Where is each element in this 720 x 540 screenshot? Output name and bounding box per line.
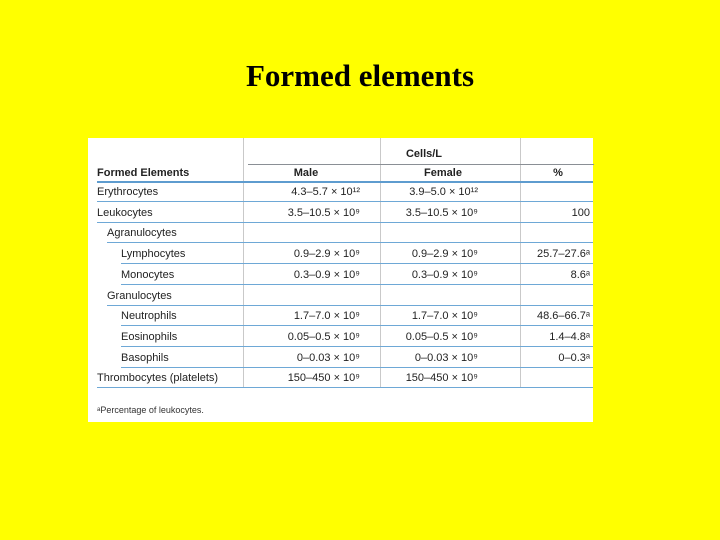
percent-value: 8.6ᵃ [570,268,590,281]
row-label: Agranulocytes [107,227,177,240]
male-value: 0–0.03 × 10⁹ [296,351,360,364]
slide-title: Formed elements [245,58,475,93]
row-label: Basophils [121,351,169,364]
row-rule [97,201,593,202]
header-divider [248,164,594,165]
female-value: 3.5–10.5 × 10⁹ [405,206,478,219]
row-label: Leukocytes [97,206,153,219]
percent-value: 1.4–4.8ᵃ [549,330,590,343]
male-value: 0.3–0.9 × 10⁹ [293,268,360,281]
male-value: 0.05–0.5 × 10⁹ [287,330,360,343]
female-value: 0.3–0.9 × 10⁹ [411,268,478,281]
female-value: 0.9–2.9 × 10⁹ [411,248,478,261]
footnote: ᵃPercentage of leukocytes. [97,405,204,415]
row-label: Granulocytes [107,289,172,302]
col-header-male: Male [293,167,319,179]
row-rule [121,263,593,264]
row-label: Monocytes [121,268,175,281]
row-label: Erythrocytes [97,186,159,198]
row-rule [107,242,593,243]
male-value: 1.7–7.0 × 10⁹ [293,310,360,323]
female-value: 1.7–7.0 × 10⁹ [411,310,478,323]
cells-per-liter-header: Cells/L [405,148,443,160]
percent-value: 100 [571,206,590,219]
male-value: 150–450 × 10⁹ [287,372,360,385]
col-header-percent: % [553,167,563,179]
male-value: 0.9–2.9 × 10⁹ [293,248,360,261]
female-value: 0–0.03 × 10⁹ [414,351,478,364]
formed-elements-table [88,138,593,422]
row-label: Lymphocytes [121,248,186,261]
male-value: 4.3–5.7 × 10¹² [291,186,360,198]
row-rule [121,346,593,347]
row-rule [121,325,593,326]
header-rule [97,181,593,183]
row-rule [121,284,593,285]
row-rule [97,222,593,223]
row-rule [107,305,593,306]
col-header-female: Female [424,167,462,179]
row-label: Neutrophils [121,310,177,323]
col-header-formed-elements: Formed Elements [97,167,190,179]
percent-value: 25.7–27.6ᵃ [536,248,590,261]
row-label: Thrombocytes (platelets) [97,372,219,385]
female-value: 3.9–5.0 × 10¹² [409,186,478,198]
female-value: 0.05–0.5 × 10⁹ [405,330,478,343]
row-rule [97,387,593,388]
female-value: 150–450 × 10⁹ [405,372,478,385]
percent-value: 0–0.3ᵃ [558,351,590,364]
row-label: Eosinophils [121,330,178,343]
percent-value: 48.6–66.7ᵃ [536,310,590,323]
row-rule [121,367,593,368]
male-value: 3.5–10.5 × 10⁹ [287,206,360,219]
